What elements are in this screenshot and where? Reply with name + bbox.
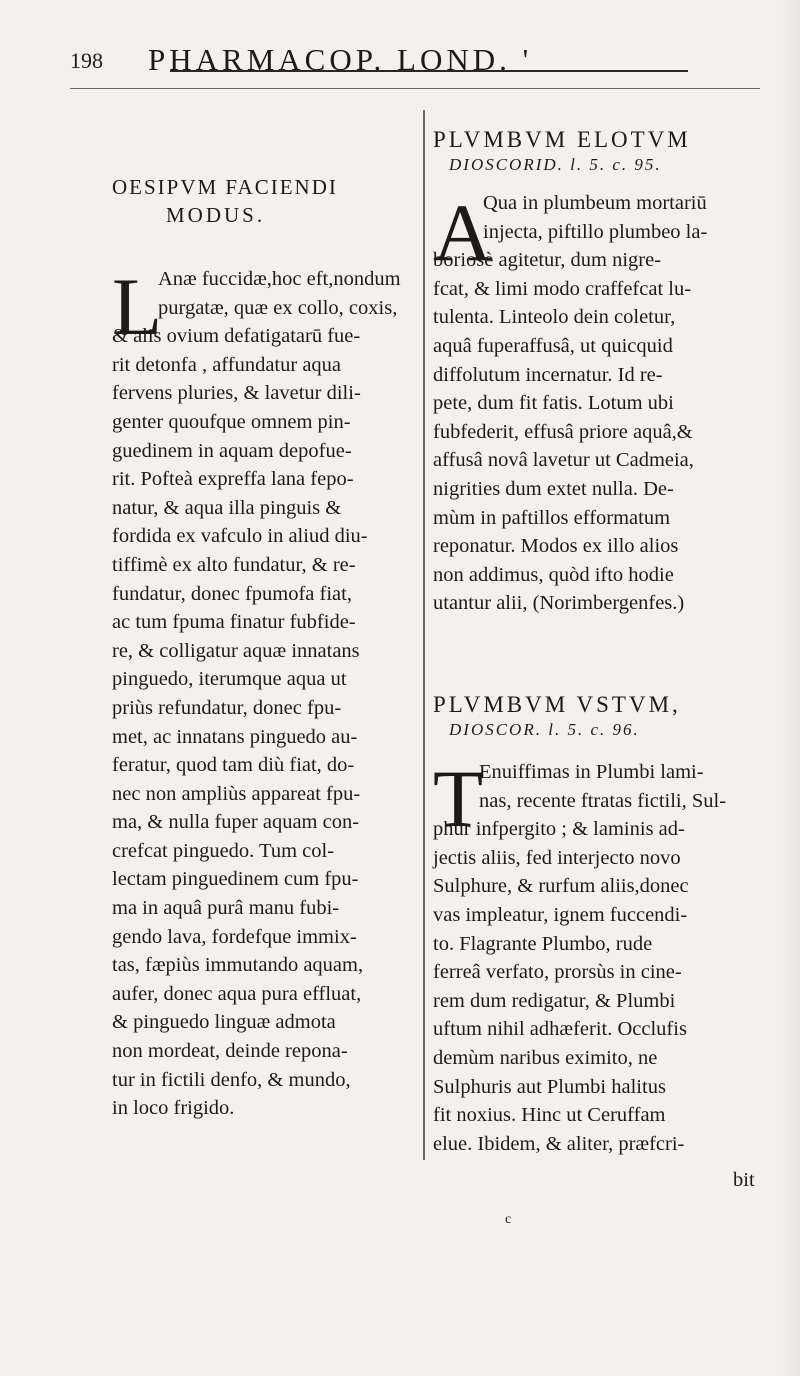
dropcap-A: A [433,187,493,278]
plumbum-ustum-body-text [433,753,769,1158]
page-edge-shadow [782,0,800,1376]
text-line: Qua in plumbeum mortariū [483,192,707,214]
page-number: 198 [70,48,103,73]
text-line: ferreâ verfato, prorsùs in cine- [433,961,682,984]
section-title-plumbum-ustum: PLVMBVM VSTVM, [433,692,681,717]
text-line: uftum nihil adhæferit. Occlufis [433,1018,687,1041]
text-line: Anæ fuccidæ,hoc eft,nondum [158,268,401,290]
text-line: pinguedo, iterumque aqua ut [112,668,347,691]
text-line: tulenta. Linteolo dein coletur, [433,306,676,329]
text-line: crefcat pinguedo. Tum col- [112,839,335,862]
text-line: genter quoufque omnem pin- [112,410,351,433]
text-line: feratur, quod tam diù fiat, do- [112,754,355,777]
section-title-oesipum: OESIPVM FACIENDI [112,175,338,199]
text-line: pete, dum fit fatis. Lotum ubi [433,392,674,415]
section-title-plumbum-elotum: PLVMBVM ELOTVM [433,127,691,152]
text-line: in loco frigido. [112,1097,235,1120]
text-line: nigrities dum extet nulla. De- [433,477,674,500]
plumbum-elotum-body-text [433,189,769,618]
catchword: bit [733,1169,755,1191]
text-line: aufer, donec aqua pura effluat, [112,982,362,1005]
text-line: jectis aliis, fed interjecto novo [433,846,681,869]
text-line: fcat, & limi modo craffefcat lu- [433,277,692,300]
header-rule [70,88,760,89]
running-title: PHARMACOP. LOND. ' [148,42,533,77]
source-citation-ustum: DIOSCOR. l. 5. c. 96. [449,720,640,739]
text-line: to. Flagrante Plumbo, rude [433,932,653,955]
section-title-modus: MODUS. [166,203,266,227]
text-line: met, ac innatans pinguedo au- [112,725,358,748]
text-line: Enuiffimas in Plumbi lami- [479,761,704,783]
text-line: rit. Pofteà expreffa lana fepo- [112,468,354,491]
source-citation-elotum: DIOSCORID. l. 5. c. 95. [449,155,662,174]
text-line: Sulphuris aut Plumbi halitus [433,1075,666,1098]
text-line: tur in fictili denfo, & mundo, [112,1068,351,1091]
text-line: Sulphure, & rurfum aliis,donec [433,875,689,898]
text-line: tas, fæpiùs immutando aquam, [112,954,364,977]
signature-mark: c [505,1212,512,1227]
text-line: priùs refundatur, donec fpu- [112,696,342,719]
dropcap-T: T [433,753,484,844]
text-line: elue. Ibidem, & aliter, præfcri- [433,1132,685,1155]
text-line: rem dum redigatur, & Plumbi [433,989,676,1012]
text-line: fervens pluries, & lavetur dili- [112,382,361,405]
text-line: boriosè agitetur, dum nigre- [433,249,662,272]
text-line: utantur alii, (Norimbergenfes.) [433,592,685,615]
text-line: affusâ novâ lavetur ut Cadmeia, [433,449,694,472]
text-line: injecta, piftillo plumbeo la- [483,220,708,243]
text-line: non addimus, quòd ifto hodie [433,563,674,586]
text-line: non mordeat, deinde repona- [112,1040,348,1063]
text-line: fundatur, donec fpumofa fiat, [112,582,352,605]
dropcap-L: L [112,261,163,352]
text-line: fordida ex vafculo in aliud diu- [112,525,368,548]
column-divider [423,110,425,1160]
text-line: aquâ fuperaffusâ, ut quicquid [433,334,673,357]
text-line: mùm in paftillos efformatum [433,506,671,529]
text-line: rit detonfa , affundatur aqua [112,353,342,376]
text-line: lectam pinguedinem cum fpu- [112,868,359,891]
text-line: diffolutum incernatur. Id re- [433,363,663,386]
text-line: nas, recente ftratas fictili, Sul- [479,789,727,812]
text-line: tiffimè ex alto fundatur, & re- [112,553,356,576]
text-line: fit noxius. Hinc ut Ceruffam [433,1104,666,1127]
running-head [70,40,760,80]
text-line: fubfederit, effusâ priore aquâ,& [433,420,693,443]
text-line: purgatæ, quæ ex collo, coxis, [158,296,398,319]
text-line: natur, & aqua illa pinguis & [112,496,342,519]
text-line: nec non ampliùs appareat fpu- [112,782,361,805]
text-line: gendo lava, fordefque immix- [112,925,357,948]
text-line: ma, & nulla fuper aquam con- [112,811,360,834]
text-line: & pinguedo linguæ admota [112,1011,336,1034]
oesipum-body-text [112,261,422,1123]
text-line: guedinem in aquam depofue- [112,439,352,462]
text-line: ac tum fpuma finatur fubfide- [112,611,356,634]
text-line: demùm naribus eximito, ne [433,1046,658,1069]
text-line: reponatur. Modos ex illo alios [433,535,679,558]
text-line: phur infpergito ; & laminis ad- [433,818,685,841]
text-line: ma in aquâ purâ manu fubi- [112,897,340,920]
text-line: re, & colligatur aquæ innatans [112,639,360,662]
text-line: & alis ovium defatigatarū fue- [112,325,361,348]
text-line: vas impleatur, ignem fuccendi- [433,903,688,926]
